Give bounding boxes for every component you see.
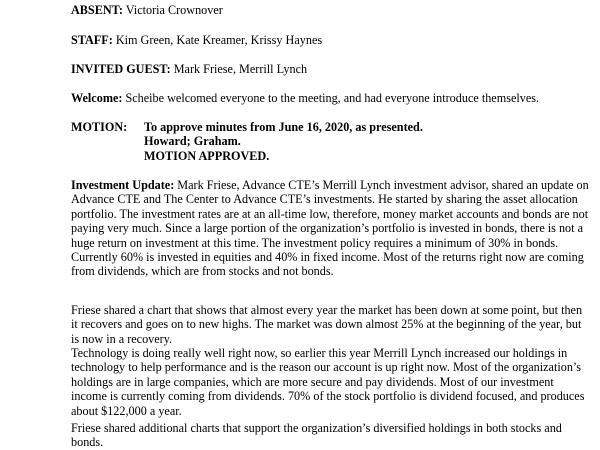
paragraph-chart: Friese shared a chart that shows that almost every year the market has been down at some point, but then it recovers and goes on to new highs. The market was down almost 25% at the beginning of the year, but is now in a recovery.: [71, 303, 583, 346]
guest-label: INVITED GUEST:: [71, 62, 171, 76]
investment-text: Mark Friese, Advance CTE’s Merrill Lynch investment advisor, shared an update on Advance CTE and The Center to Advance CTE’s investments. He started by sharing the asset allocation portfolio. The investment rates are at an all-time low, therefore, money market accounts and bonds are not paying very much. Since a large portion of the organization’s portfolio is invested in bonds, there is not a huge return on investment at this time. The investment policy requires a minimum of 30% in bonds. Currently 60% is invested in equities and 40% in fixed income. Most of the returns right now are coming from dividends, which are from stocks and not bonds.: [71, 178, 589, 279]
paragraph-additional-charts: Friese shared additional charts that support the organization’s diversified holdings in both stocks and bonds.: [71, 421, 562, 450]
staff-line: [71, 33, 591, 47]
welcome-text: Scheibe welcomed everyone to the meeting, and had everyone introduce themselves.: [125, 91, 540, 105]
absent-label: ABSENT:: [71, 3, 123, 17]
paragraph-technology: Technology is doing really well right now, so earlier this year Merrill Lynch increased our holdings in technology to help performance and is the reason our account is up right now. Most of the organization’s holdings are in large companies, which are more secure and pay dividends. Most of our investment income is currently coming from dividends. 70% of the stock portfolio is dividend focused, and produces about $122,000 a year.: [71, 346, 585, 418]
welcome-label: Welcome:: [71, 91, 123, 105]
motion-line-1: To approve minutes from June 16, 2020, as presented.: [144, 120, 423, 134]
absent-text: Victoria Crownover: [125, 3, 223, 17]
staff-label: STAFF:: [71, 33, 113, 47]
investment-label: Investment Update:: [71, 178, 175, 192]
absent-line: [71, 3, 591, 17]
motion-label: MOTION:: [71, 120, 128, 134]
staff-text: Kim Green, Kate Kreamer, Krissy Haynes: [115, 33, 323, 47]
welcome-line: [71, 91, 591, 105]
guest-text: Mark Friese, Merrill Lynch: [173, 62, 308, 76]
motion-line-3: MOTION APPROVED.: [144, 148, 270, 163]
motion-body: [144, 120, 584, 163]
investment-paragraph: [71, 178, 591, 279]
motion-line-2: Howard; Graham.: [144, 134, 241, 149]
guest-line: [71, 62, 591, 76]
